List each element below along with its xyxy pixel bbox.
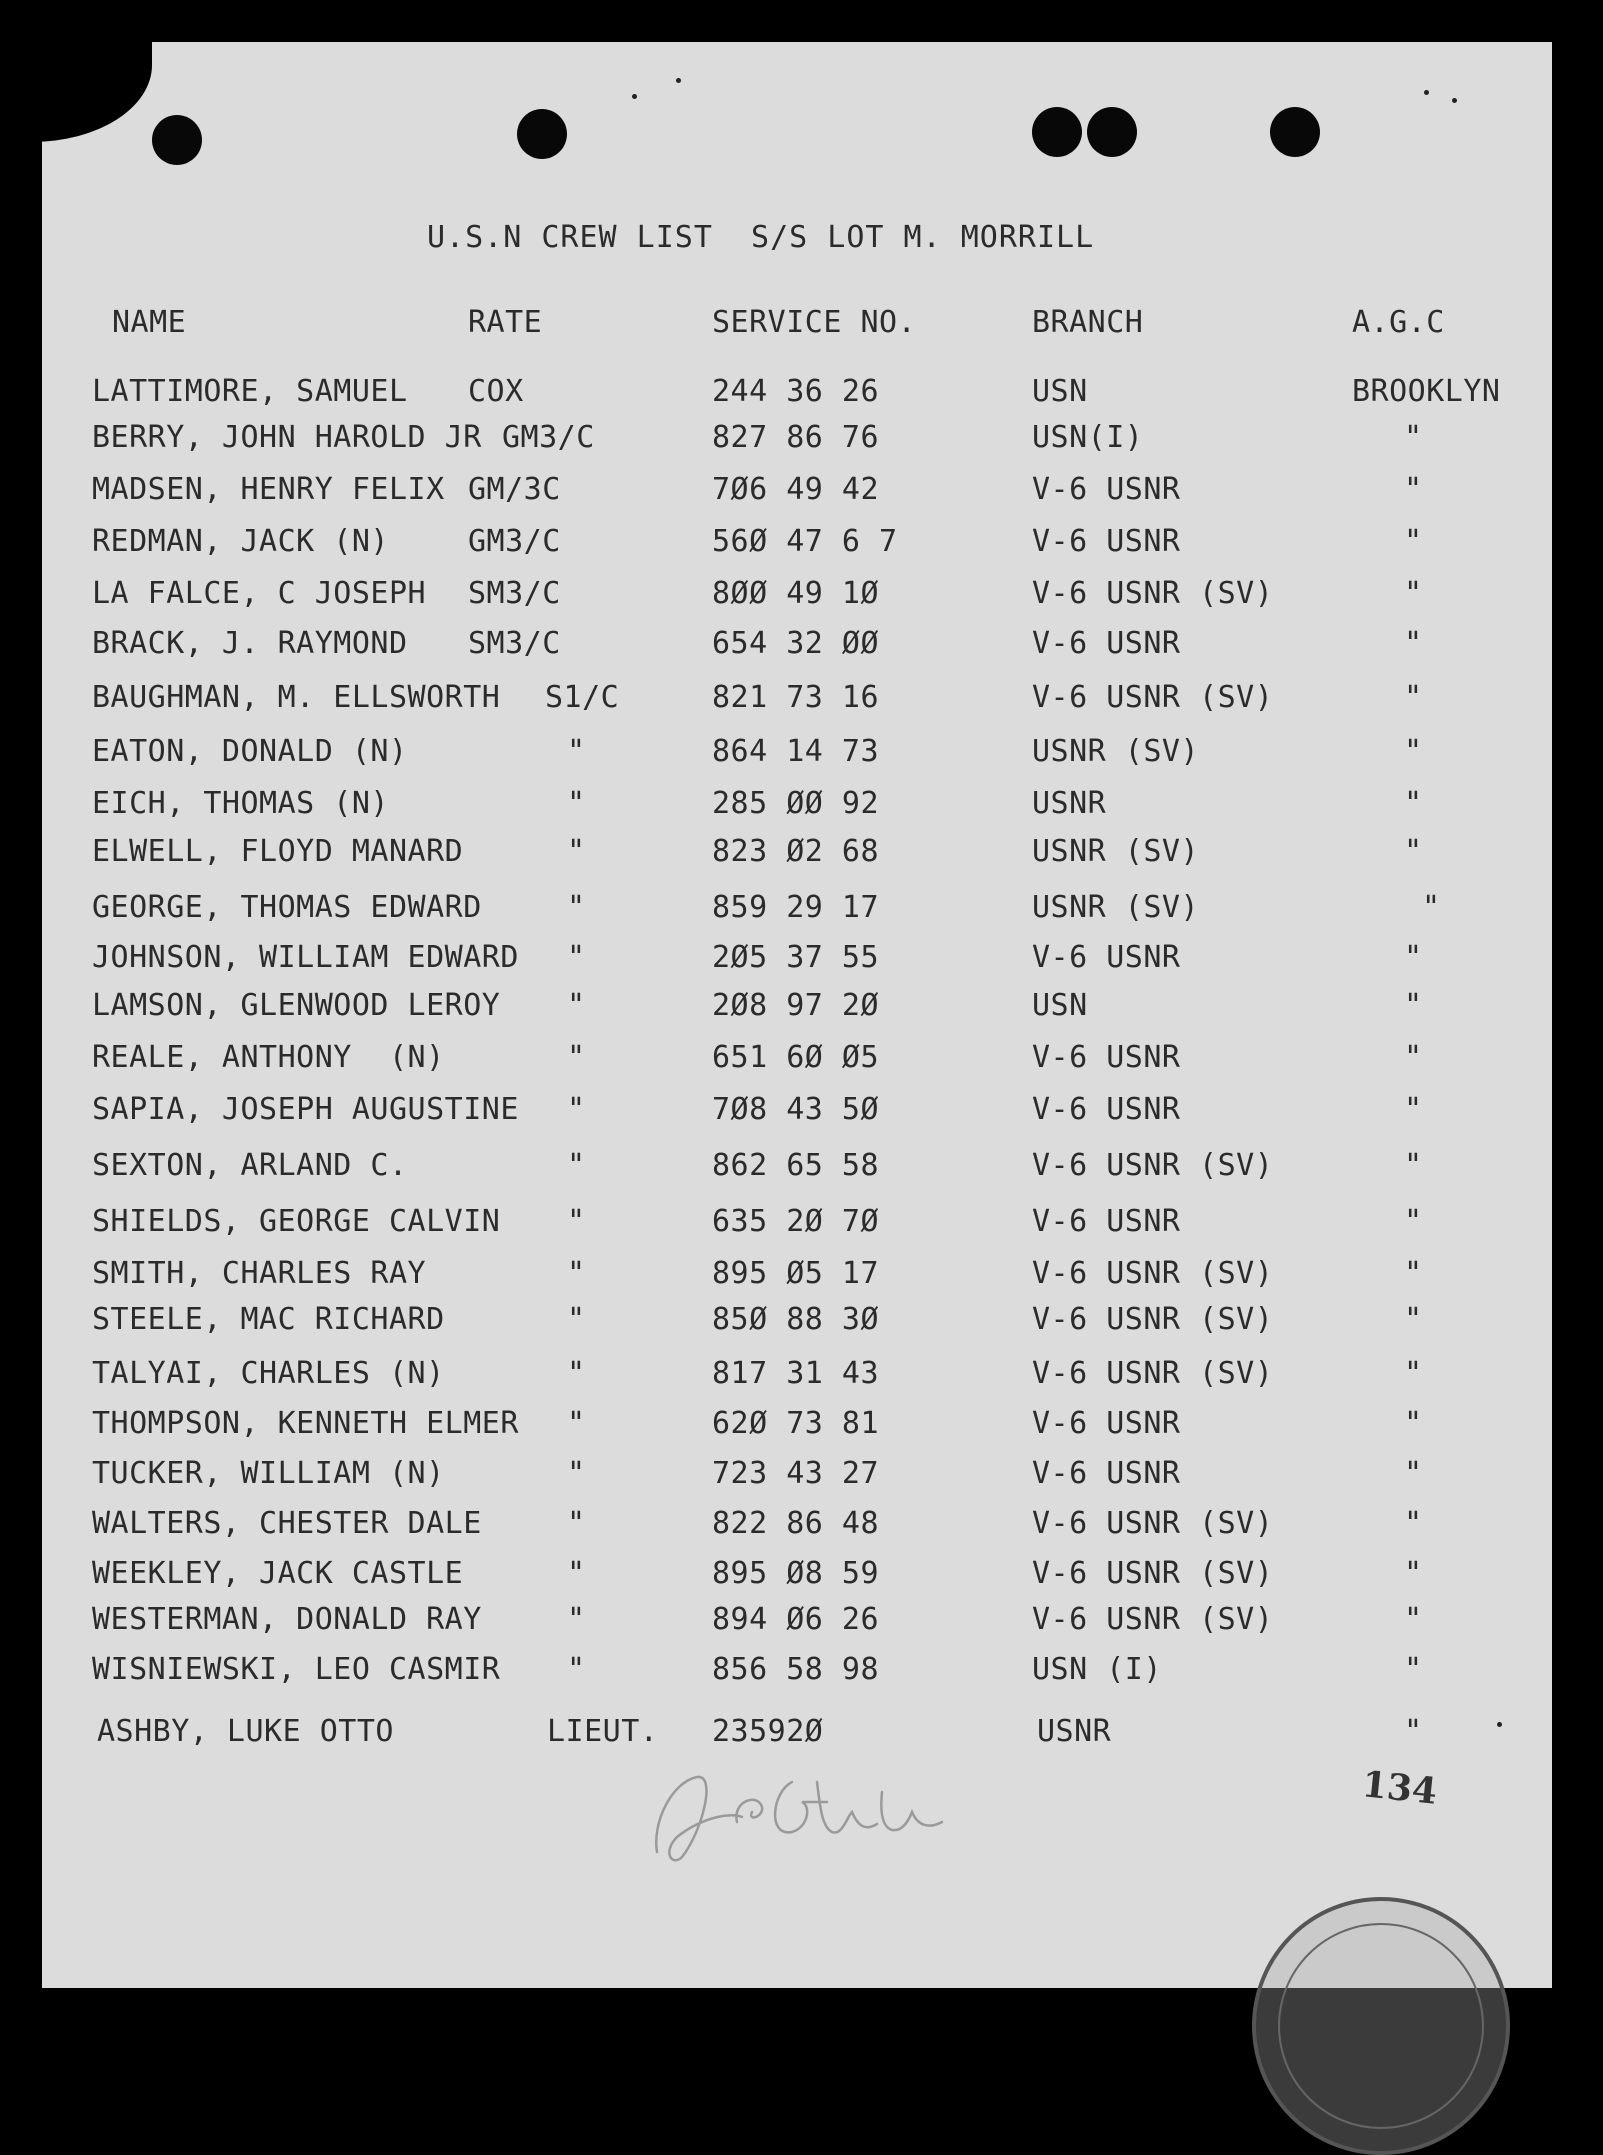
- crew-service-no: 856 58 98: [712, 1652, 880, 1687]
- crew-agc: ": [1404, 940, 1423, 975]
- crew-service-no: 895 Ø8 59: [712, 1556, 880, 1591]
- crew-name: SAPIA, JOSEPH AUGUSTINE: [92, 1092, 519, 1127]
- crew-agc: ": [1404, 1356, 1423, 1391]
- crew-branch: V-6 USNR (SV): [1032, 1302, 1274, 1337]
- crew-branch: V-6 USNR: [1032, 1456, 1181, 1491]
- crew-service-no: 62Ø 73 81: [712, 1406, 880, 1441]
- crew-agc: ": [1404, 576, 1423, 611]
- crew-name: TALYAI, CHARLES (N): [92, 1356, 445, 1391]
- crew-branch: USN (I): [1032, 1652, 1162, 1687]
- crew-rate: GM/3C: [468, 472, 561, 507]
- crew-name: JOHNSON, WILLIAM EDWARD: [92, 940, 519, 975]
- crew-branch: V-6 USNR (SV): [1032, 680, 1274, 715]
- crew-service-no: 654 32 ØØ: [712, 626, 880, 661]
- crew-row: [42, 1256, 1552, 1296]
- punch-hole: [1087, 107, 1137, 157]
- crew-service-no: 827 86 76: [712, 420, 880, 455]
- crew-agc: ": [1404, 1302, 1423, 1337]
- crew-name: MADSEN, HENRY FELIX: [92, 472, 445, 507]
- crew-row: [42, 1406, 1552, 1446]
- crew-service-no: 7Ø8 43 5Ø: [712, 1092, 880, 1127]
- crew-agc: ": [1404, 734, 1423, 769]
- crew-row: [42, 1556, 1552, 1596]
- crew-rate: ": [567, 834, 586, 869]
- crew-name: ELWELL, FLOYD MANARD: [92, 834, 464, 869]
- crew-rate: ": [567, 1302, 586, 1337]
- crew-name: SHIELDS, GEORGE CALVIN: [92, 1204, 501, 1239]
- crew-branch: V-6 USNR (SV): [1032, 1556, 1274, 1591]
- crew-row: [42, 420, 1552, 460]
- crew-rate: GM3/C: [502, 420, 595, 455]
- crew-row: [42, 834, 1552, 874]
- crew-name: STEELE, MAC RICHARD: [92, 1302, 445, 1337]
- crew-name: GEORGE, THOMAS EDWARD: [92, 890, 482, 925]
- crew-row: [42, 1148, 1552, 1188]
- crew-name: EICH, THOMAS (N): [92, 786, 389, 821]
- crew-agc: ": [1404, 1092, 1423, 1127]
- crew-name: REDMAN, JACK (N): [92, 524, 389, 559]
- crew-name: ASHBY, LUKE OTTO: [97, 1714, 394, 1749]
- header-service-no: SERVICE NO.: [712, 305, 917, 340]
- crew-agc: ": [1404, 1652, 1423, 1687]
- crew-name: WISNIEWSKI, LEO CASMIR: [92, 1652, 501, 1687]
- crew-agc: ": [1404, 1256, 1423, 1291]
- crew-agc: ": [1404, 1406, 1423, 1441]
- crew-agc: ": [1404, 472, 1423, 507]
- crew-row: [42, 1040, 1552, 1080]
- torn-corner: [32, 32, 152, 142]
- crew-branch: USNR (SV): [1032, 890, 1200, 925]
- document-page: [42, 42, 1552, 1988]
- crew-rate: ": [567, 1148, 586, 1183]
- crew-service-no: 862 65 58: [712, 1148, 880, 1183]
- crew-service-no: 894 Ø6 26: [712, 1602, 880, 1637]
- crew-branch: V-6 USNR (SV): [1032, 1506, 1274, 1541]
- crew-service-no: 244 36 26: [712, 374, 880, 409]
- crew-branch: V-6 USNR (SV): [1032, 576, 1274, 611]
- crew-row: [42, 734, 1552, 774]
- crew-service-no: 823 Ø2 68: [712, 834, 880, 869]
- crew-rate: GM3/C: [468, 524, 561, 559]
- crew-row: [42, 1302, 1552, 1342]
- punch-hole: [1270, 107, 1320, 157]
- crew-name: THOMPSON, KENNETH ELMER: [92, 1406, 519, 1441]
- crew-service-no: 895 Ø5 17: [712, 1256, 880, 1291]
- crew-rate: ": [567, 1652, 586, 1687]
- crew-branch: V-6 USNR: [1032, 1040, 1181, 1075]
- page-number: 134: [1360, 1763, 1440, 1813]
- crew-rate: ": [567, 988, 586, 1023]
- crew-agc: ": [1404, 1456, 1423, 1491]
- crew-branch: V-6 USNR: [1032, 940, 1181, 975]
- crew-rate: SM3/C: [468, 626, 561, 661]
- crew-row: [42, 1602, 1552, 1642]
- crew-agc: ": [1404, 1148, 1423, 1183]
- crew-branch: USN(I): [1032, 420, 1144, 455]
- crew-service-no: 2Ø8 97 2Ø: [712, 988, 880, 1023]
- crew-rate: ": [567, 1602, 586, 1637]
- crew-row: [42, 1356, 1552, 1396]
- crew-name: LAMSON, GLENWOOD LEROY: [92, 988, 501, 1023]
- crew-branch: V-6 USNR (SV): [1032, 1256, 1274, 1291]
- crew-branch: USNR: [1037, 1714, 1112, 1749]
- crew-agc: ": [1422, 890, 1441, 925]
- crew-rate: ": [567, 1556, 586, 1591]
- crew-agc: ": [1404, 786, 1423, 821]
- crew-service-no: 85Ø 88 3Ø: [712, 1302, 880, 1337]
- crew-row: [42, 626, 1552, 666]
- crew-row: [42, 1092, 1552, 1132]
- crew-branch: V-6 USNR (SV): [1032, 1602, 1274, 1637]
- crew-row: [42, 472, 1552, 512]
- crew-row: [42, 1714, 1552, 1754]
- crew-agc: ": [1404, 1506, 1423, 1541]
- crew-row: [42, 576, 1552, 616]
- crew-row: [42, 524, 1552, 564]
- crew-agc: ": [1404, 1602, 1423, 1637]
- crew-name: SEXTON, ARLAND C.: [92, 1148, 408, 1183]
- crew-rate: ": [567, 786, 586, 821]
- crew-row: [42, 680, 1552, 720]
- crew-name: LA FALCE, C JOSEPH: [92, 576, 427, 611]
- document-title: U.S.N CREW LIST S/S LOT M. MORRILL: [427, 220, 1095, 255]
- crew-rate: ": [567, 1456, 586, 1491]
- crew-row: [42, 1506, 1552, 1546]
- crew-agc: ": [1404, 834, 1423, 869]
- crew-row: [42, 786, 1552, 826]
- crew-rate: ": [567, 890, 586, 925]
- crew-rate: SM3/C: [468, 576, 561, 611]
- crew-agc: ": [1404, 420, 1423, 455]
- crew-row: [42, 1456, 1552, 1496]
- crew-rate: S1/C: [545, 680, 620, 715]
- punch-hole: [1032, 107, 1082, 157]
- crew-rate: ": [567, 1256, 586, 1291]
- crew-agc: ": [1404, 680, 1423, 715]
- crew-name: BERRY, JOHN HAROLD JR: [92, 420, 482, 455]
- crew-agc: ": [1404, 1556, 1423, 1591]
- crew-agc: ": [1404, 626, 1423, 661]
- crew-service-no: 859 29 17: [712, 890, 880, 925]
- crew-rate: COX: [468, 374, 524, 409]
- crew-branch: USNR (SV): [1032, 834, 1200, 869]
- consulate-stamp: [1252, 1897, 1510, 2155]
- crew-rate: ": [567, 1406, 586, 1441]
- header-agc: A.G.C: [1352, 305, 1445, 340]
- header-name: NAME: [112, 305, 187, 340]
- crew-agc: BROOKLYN: [1352, 374, 1501, 409]
- crew-branch: V-6 USNR: [1032, 1204, 1181, 1239]
- crew-service-no: 651 6Ø Ø5: [712, 1040, 880, 1075]
- crew-row: [42, 1652, 1552, 1692]
- crew-rate: ": [567, 1204, 586, 1239]
- crew-service-no: 2Ø5 37 55: [712, 940, 880, 975]
- crew-service-no: 822 86 48: [712, 1506, 880, 1541]
- crew-service-no: 56Ø 47 6 7: [712, 524, 898, 559]
- crew-service-no: 8ØØ 49 1Ø: [712, 576, 880, 611]
- crew-branch: V-6 USNR: [1032, 1406, 1181, 1441]
- handwritten-signature: [642, 1762, 962, 1876]
- crew-rate: ": [567, 1092, 586, 1127]
- crew-name: WESTERMAN, DONALD RAY: [92, 1602, 482, 1637]
- crew-branch: V-6 USNR: [1032, 626, 1181, 661]
- crew-rate: ": [567, 1506, 586, 1541]
- crew-name: WALTERS, CHESTER DALE: [92, 1506, 482, 1541]
- ink-speck: [632, 94, 637, 99]
- crew-row: [42, 988, 1552, 1028]
- crew-branch: USNR (SV): [1032, 734, 1200, 769]
- ink-speck: [1452, 98, 1457, 103]
- crew-service-no: 7Ø6 49 42: [712, 472, 880, 507]
- crew-branch: USN: [1032, 988, 1088, 1023]
- crew-name: SMITH, CHARLES RAY: [92, 1256, 427, 1291]
- ink-speck: [1424, 90, 1429, 95]
- punch-hole: [517, 109, 567, 159]
- header-rate: RATE: [468, 305, 543, 340]
- crew-name: BRACK, J. RAYMOND: [92, 626, 408, 661]
- crew-branch: V-6 USNR: [1032, 472, 1181, 507]
- crew-rate: ": [567, 1040, 586, 1075]
- crew-name: EATON, DONALD (N): [92, 734, 408, 769]
- header-branch: BRANCH: [1032, 305, 1144, 340]
- crew-rate: LIEUT.: [547, 1714, 659, 1749]
- crew-name: TUCKER, WILLIAM (N): [92, 1456, 445, 1491]
- crew-branch: USNR: [1032, 786, 1107, 821]
- crew-branch: V-6 USNR (SV): [1032, 1148, 1274, 1183]
- crew-branch: USN: [1032, 374, 1088, 409]
- crew-name: REALE, ANTHONY (N): [92, 1040, 445, 1075]
- crew-row: [42, 374, 1552, 414]
- ink-speck: [676, 78, 681, 83]
- crew-agc: ": [1404, 1204, 1423, 1239]
- crew-rate: ": [567, 940, 586, 975]
- crew-service-no: 285 ØØ 92: [712, 786, 880, 821]
- crew-rate: ": [567, 734, 586, 769]
- crew-service-no: 635 2Ø 7Ø: [712, 1204, 880, 1239]
- crew-service-no: 723 43 27: [712, 1456, 880, 1491]
- crew-row: [42, 890, 1552, 930]
- crew-branch: V-6 USNR: [1032, 524, 1181, 559]
- crew-service-no: 821 73 16: [712, 680, 880, 715]
- crew-row: [42, 940, 1552, 980]
- punch-hole: [152, 115, 202, 165]
- crew-service-no: 23592Ø: [712, 1714, 824, 1749]
- crew-branch: V-6 USNR (SV): [1032, 1356, 1274, 1391]
- crew-agc: ": [1404, 1040, 1423, 1075]
- crew-rate: ": [567, 1356, 586, 1391]
- crew-name: BAUGHMAN, M. ELLSWORTH: [92, 680, 501, 715]
- crew-branch: V-6 USNR: [1032, 1092, 1181, 1127]
- crew-service-no: 817 31 43: [712, 1356, 880, 1391]
- stamp-inner-ring: [1278, 1923, 1484, 2129]
- crew-row: [42, 1204, 1552, 1244]
- crew-agc: ": [1404, 988, 1423, 1023]
- crew-name: WEEKLEY, JACK CASTLE: [92, 1556, 464, 1591]
- crew-name: LATTIMORE, SAMUEL: [92, 374, 408, 409]
- crew-service-no: 864 14 73: [712, 734, 880, 769]
- crew-agc: ": [1404, 524, 1423, 559]
- crew-agc: ": [1404, 1714, 1423, 1749]
